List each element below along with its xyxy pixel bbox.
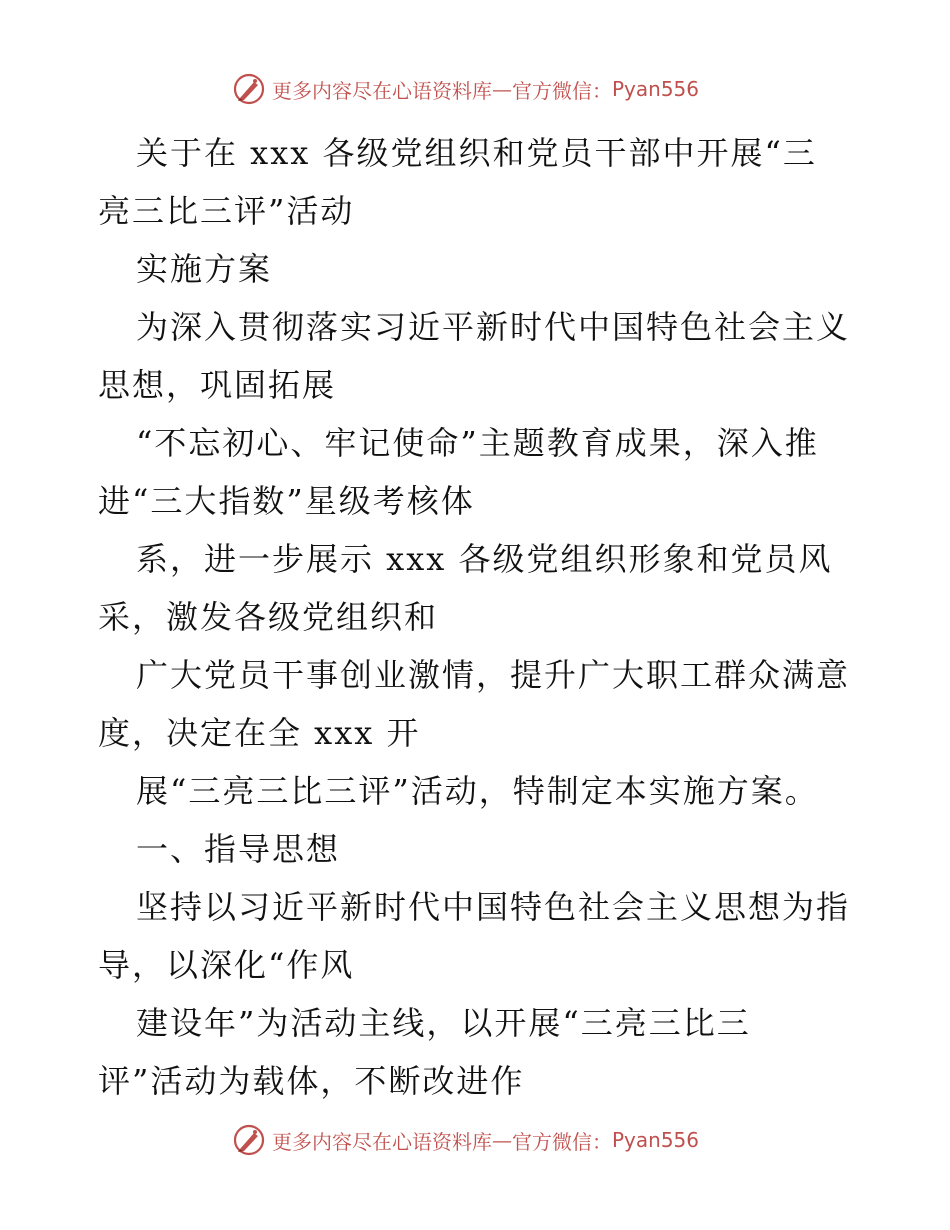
doc-line: 关于在 xxx 各级党组织和党员干部中开展“三	[136, 134, 817, 172]
header-watermark-wechat-id: Pyan556	[612, 77, 700, 101]
doc-line: 广大党员干事创业激情，提升广大职工群众满意	[136, 656, 851, 694]
doc-line: “不忘初心、牢记使命”主题教育成果，深入推	[136, 424, 819, 462]
footer-watermark-wechat-label: 官方微信：	[512, 1129, 612, 1154]
doc-line: 评”活动为载体，不断改进作	[98, 1062, 525, 1100]
doc-line: 思想，巩固拓展	[98, 366, 337, 404]
doc-line: 实施方案	[136, 250, 273, 288]
header-watermark-dash: —	[492, 77, 512, 101]
document-body	[98, 124, 868, 1110]
pen-logo-icon	[232, 72, 266, 106]
doc-line: 亮三比三评”活动	[98, 192, 355, 230]
header-watermark-wechat-label: 官方微信：	[512, 78, 612, 103]
doc-line: 展“三亮三比三评”活动，特制定本实施方案。	[136, 772, 819, 810]
doc-line: 坚持以习近平新时代中国特色社会主义思想为指	[136, 888, 851, 926]
doc-line: 导，以深化“作风	[98, 946, 355, 984]
footer-watermark-text: 更多内容尽在心语资料库	[272, 1129, 492, 1154]
doc-line: 度，决定在全 xxx 开	[98, 714, 421, 752]
header-watermark-text: 更多内容尽在心语资料库	[272, 78, 492, 103]
footer-watermark-dash: —	[492, 1128, 512, 1152]
doc-line: 建设年”为活动主线，以开展“三亮三比三	[136, 1004, 751, 1042]
doc-line: 采，激发各级党组织和	[98, 598, 439, 636]
header-watermark-banner	[232, 72, 699, 106]
footer-watermark-banner	[232, 1123, 699, 1157]
doc-line: 为深入贯彻落实习近平新时代中国特色社会主义	[136, 308, 851, 346]
footer-watermark-wechat-id: Pyan556	[612, 1128, 700, 1152]
doc-line: 系，进一步展示 xxx 各级党组织形象和党员风	[136, 540, 833, 578]
doc-line: 进“三大指数”星级考核体	[98, 482, 475, 520]
doc-line: 一、指导思想	[136, 830, 341, 868]
pen-logo-icon	[232, 1123, 266, 1157]
